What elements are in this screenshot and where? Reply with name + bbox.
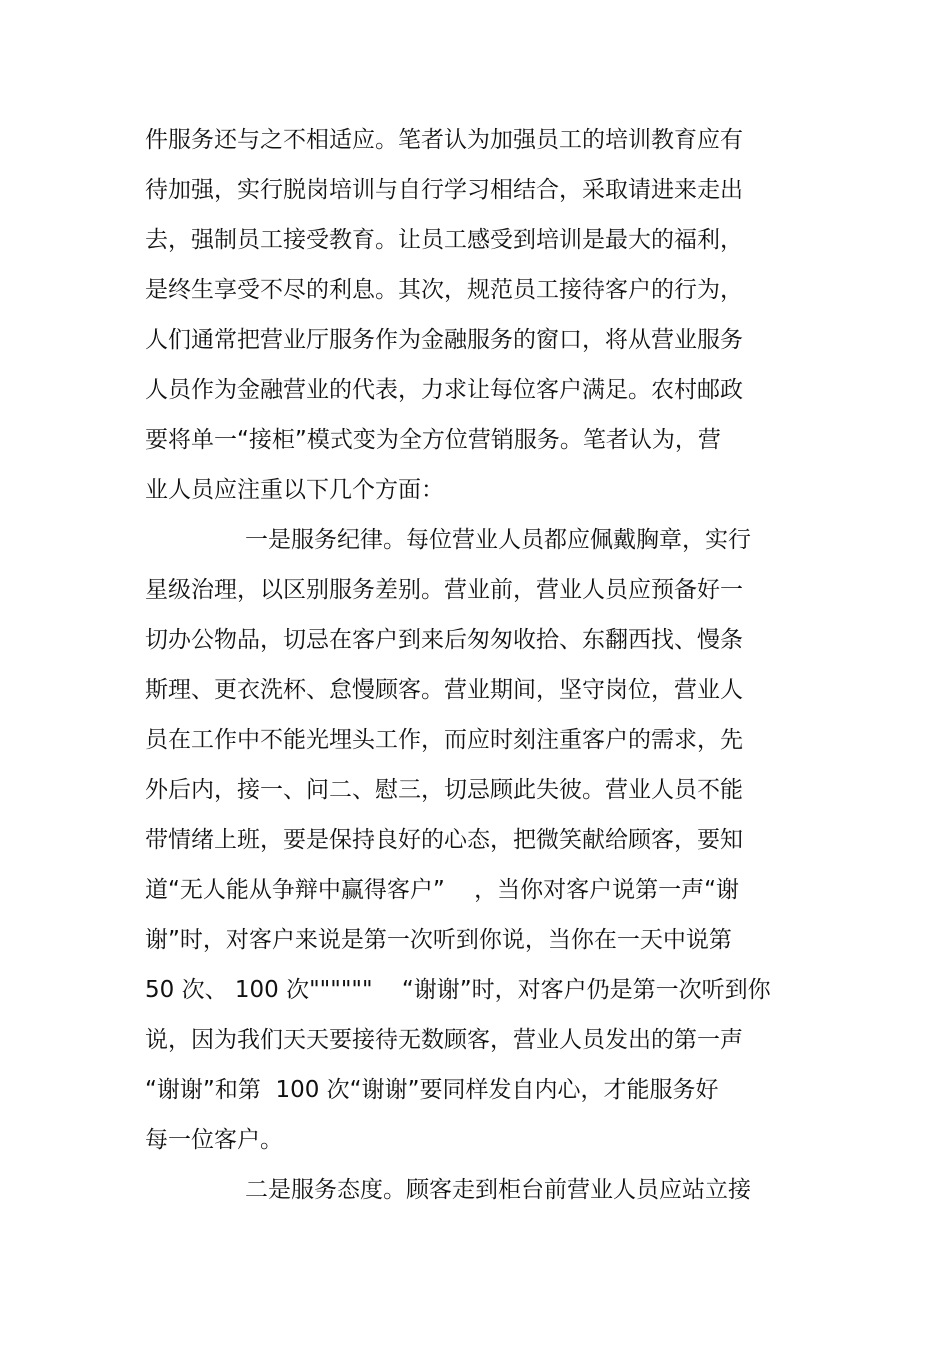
text-line: 切办公物品，切忌在客户到来后匆匆收拾、东翻西找、慢条 (145, 627, 743, 653)
text-line: 说，因为我们天天要接待无数顾客，营业人员发出的第一声 (145, 1027, 743, 1053)
text-line: 50 次、 100 次"""""" “谢谢”时，对客户仍是第一次听到你 (145, 977, 771, 1003)
text-line: 件服务还与之不相适应。笔者认为加强员工的培训教育应有 (145, 127, 743, 153)
text-line: 员在工作中不能光埋头工作，而应时刻注重客户的需求，先 (145, 727, 743, 753)
text-line: 谢”时，对客户来说是第一次听到你说，当你在一天中说第 (145, 927, 732, 953)
text-line: 人们通常把营业厅服务作为金融服务的窗口，将从营业服务 (145, 327, 743, 353)
paragraph-start-line: 二是服务态度。顾客走到柜台前营业人员应站立接 (245, 1177, 751, 1203)
text-line: “谢谢”和第 100 次“谢谢”要同样发自内心，才能服务好 (145, 1077, 719, 1103)
text-line: 是终生享受不尽的利息。其次，规范员工接待客户的行为， (145, 277, 743, 303)
text-line: 外后内，接一、问二、慰三，切忌顾此失彼。营业人员不能 (145, 777, 743, 803)
text-line: 星级治理，以区别服务差别。营业前，营业人员应预备好一 (145, 577, 743, 603)
text-line: 待加强，实行脱岗培训与自行学习相结合，采取请进来走出 (145, 177, 743, 203)
text-line: 业人员应注重以下几个方面： (145, 477, 444, 503)
text-line: 带情绪上班，要是保持良好的心态，把微笑献给顾客，要知 (145, 827, 743, 853)
text-line: 人员作为金融营业的代表，力求让每位客户满足。农村邮政 (145, 377, 743, 403)
text-line: 每一位客户。 (145, 1127, 283, 1153)
text-line: 斯理、更衣洗杯、怠慢顾客。营业期间，坚守岗位，营业人 (145, 677, 743, 703)
text-line: 去，强制员工接受教育。让员工感受到培训是最大的福利， (145, 227, 743, 253)
text-line: 要将单一“接柜”模式变为全方位营销服务。笔者认为，营 (145, 427, 721, 453)
paragraph-start-line: 一是服务纪律。每位营业人员都应佩戴胸章，实行 (245, 527, 751, 553)
text-line: 道“无人能从争辩中赢得客户” ，当你对客户说第一声“谢 (145, 877, 739, 903)
